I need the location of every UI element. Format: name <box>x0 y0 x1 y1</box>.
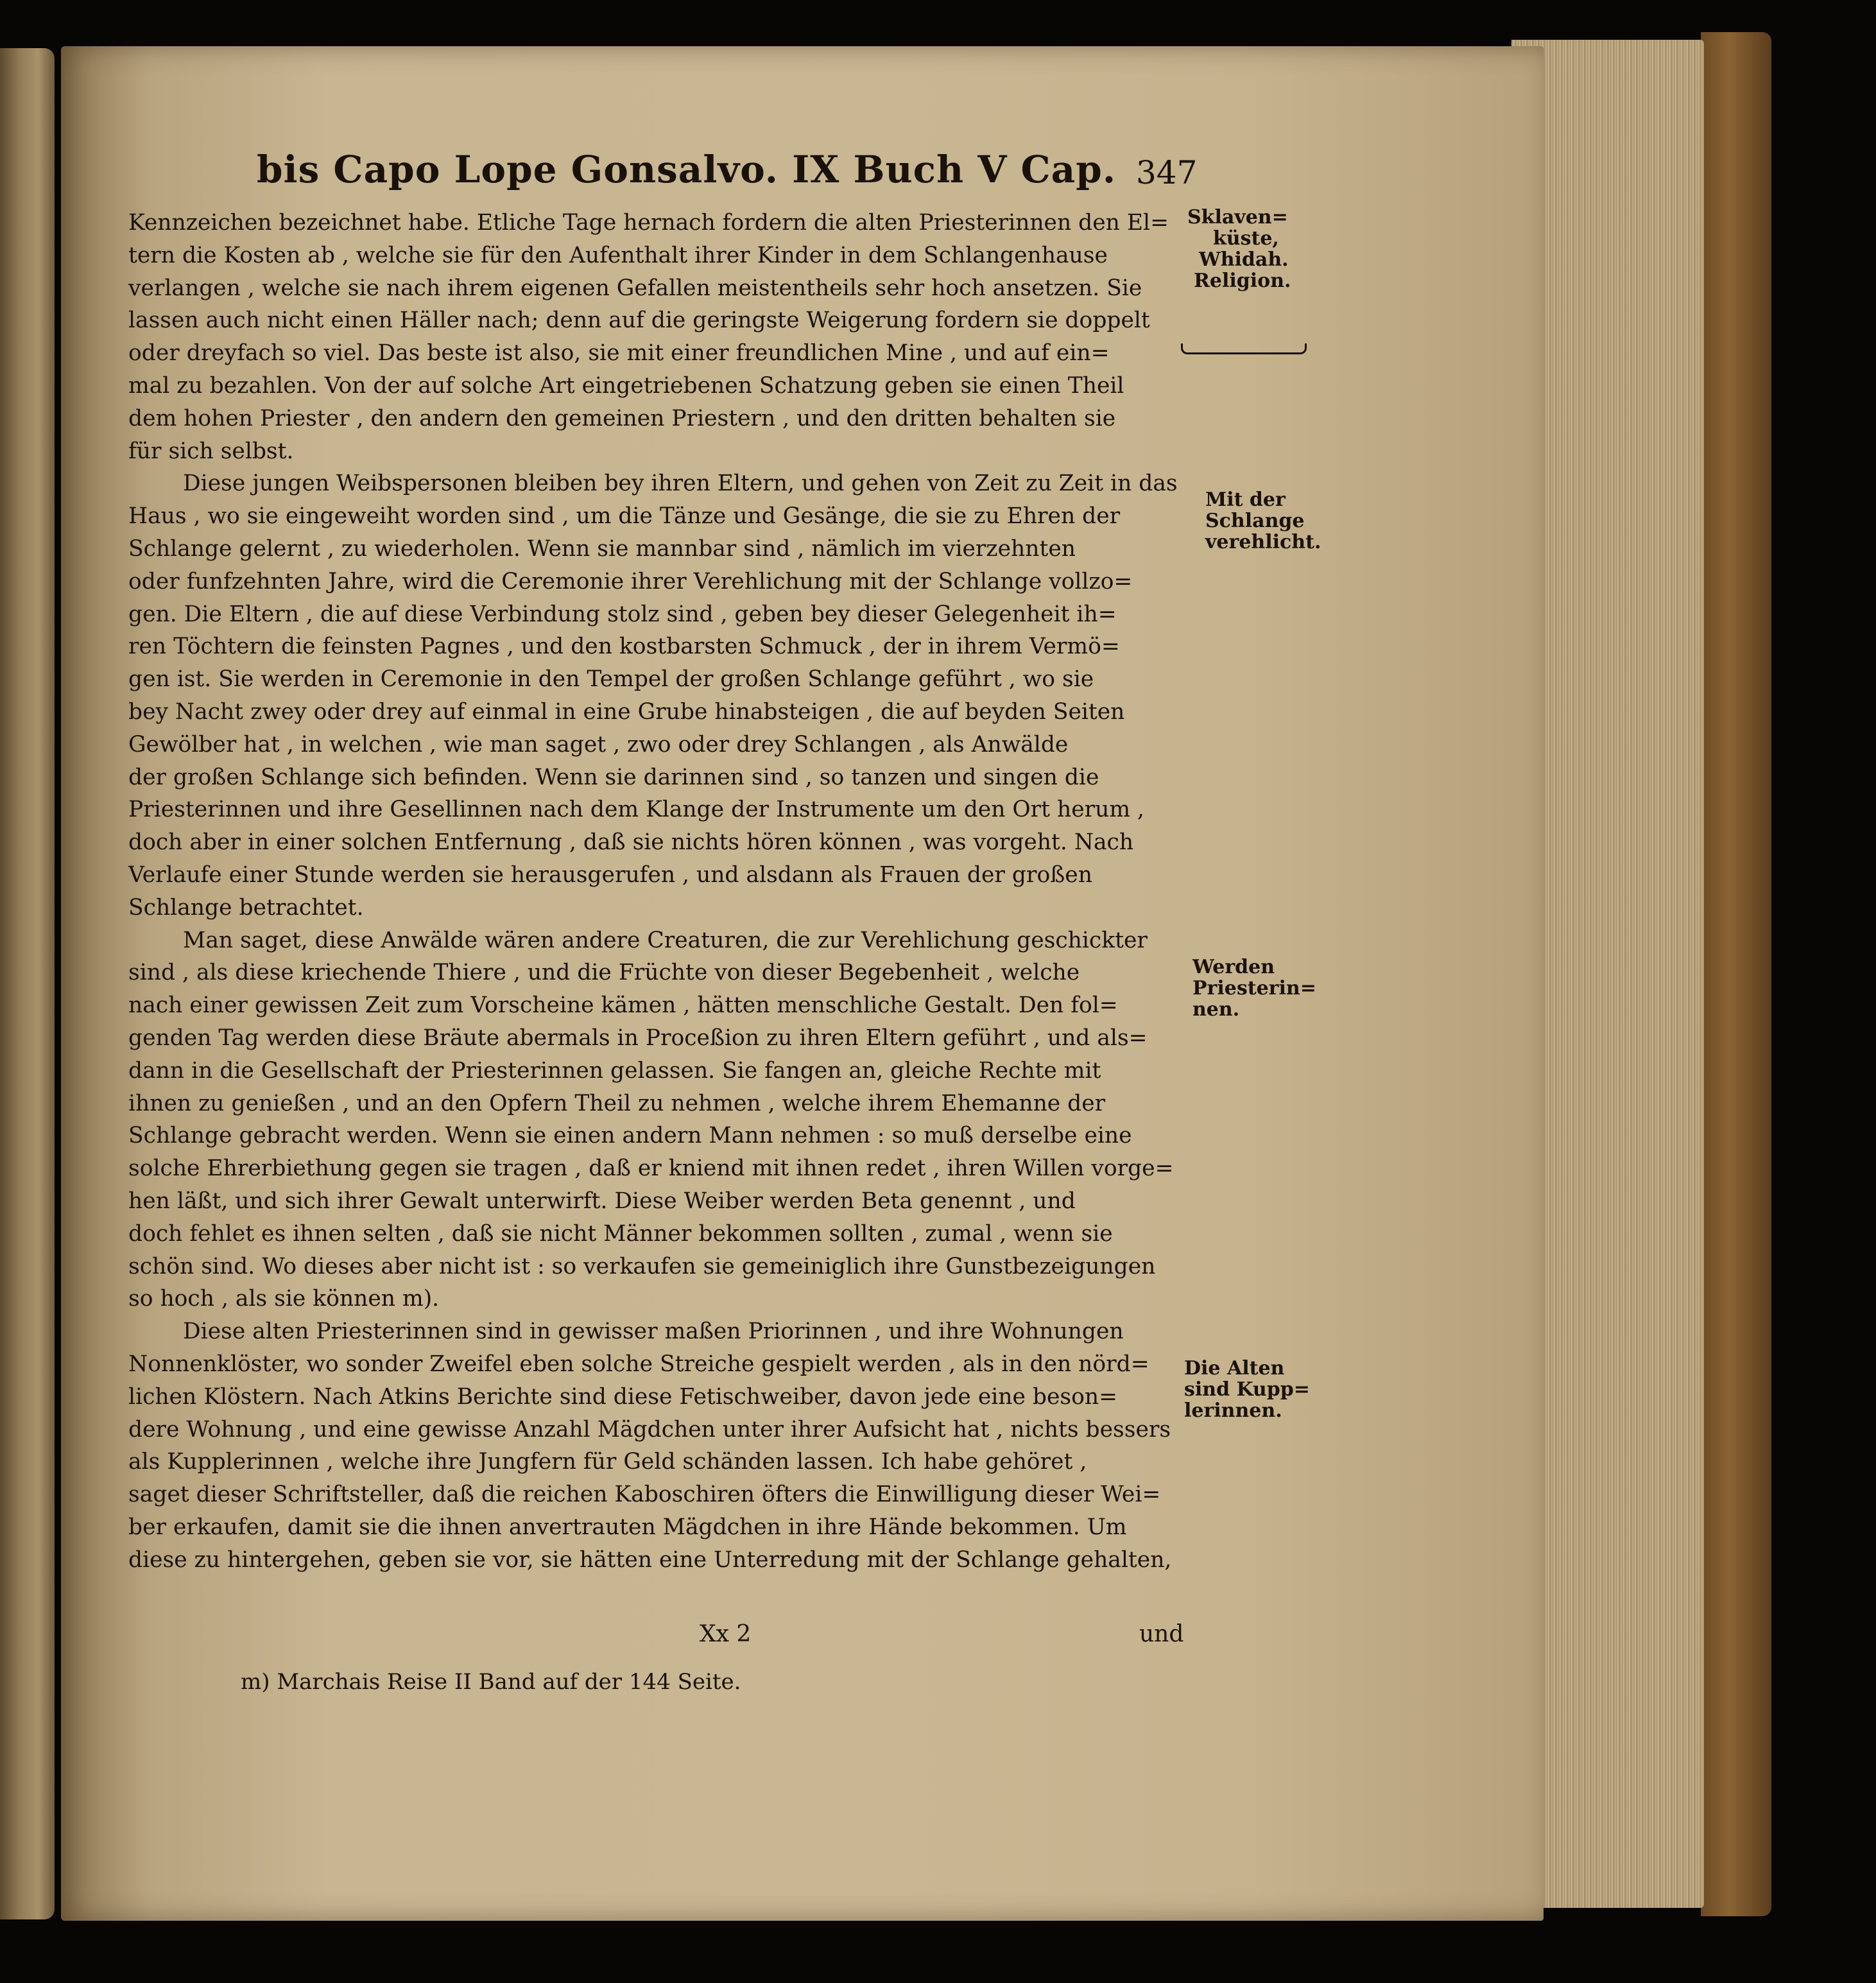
text-line: mal zu bezahlen. Von der auf solche Art eingetriebenen Schatzung geben sie einen Theil <box>128 373 1124 399</box>
book-cover <box>1701 32 1771 1916</box>
text-line: doch aber in einer solchen Entfernung , daß sie nichts hören können , was vorgeht. Nach <box>128 829 1134 856</box>
text-line: dem hohen Priester , den andern den gemeinen Priestern , und den dritten behalten sie <box>128 405 1116 431</box>
text-line: Nonnenklöster, wo sonder Zweifel eben solche Streiche gespielt werden , als in den nörd= <box>128 1351 1149 1377</box>
text-line: Verlaufe einer Stunde werden sie herausgerufen , und alsdann als Frauen der großen <box>128 862 1092 888</box>
text-line: ihnen zu genießen , und an den Opfern Theil zu nehmen , welche ihrem Ehemanne der <box>128 1090 1106 1116</box>
text-line: genden Tag werden diese Bräute abermals in Proceßion zu ihren Eltern geführt , und als= <box>128 1025 1148 1051</box>
page-number: 347 <box>1136 154 1198 191</box>
text-line: solche Ehrerbiethung gegen sie tragen , daß er kniend mit ihnen redet , ihren Willen vorge= <box>128 1156 1174 1182</box>
text-line: sind , als diese kriechende Thiere , und die Früchte von dieser Begebenheit , welche <box>128 960 1080 986</box>
text-line: verlangen , welche sie nach ihrem eigenen Gefallen meistentheils sehr hoch ansetzen. Sie <box>128 275 1142 301</box>
text-line: Diese jungen Weibspersonen bleiben bey ihren Eltern, und gehen von Zeit zu Zeit in das <box>183 471 1178 497</box>
marginal-note-3: Werden Priesterin= nen. <box>1192 956 1316 1021</box>
text-line: bey Nacht zwey oder drey auf einmal in eine Grube hinabsteigen , die auf beyden Seiten <box>128 699 1125 725</box>
text-line: diese zu hintergehen, geben sie vor, sie hätten eine Unterredung mit der Schlange gehalten, <box>128 1546 1172 1573</box>
text-line: als Kupplerinnen , welche ihre Jungfern für Geld schänden lassen. Ich habe gehöret , <box>128 1449 1087 1475</box>
footnote: m) Marchais Reise II Band auf der 144 Seite. <box>241 1669 741 1695</box>
text-line: Kennzeichen bezeichnet habe. Etliche Tage hernach fordern die alten Priesterinnen den El= <box>128 210 1169 236</box>
text-line: so hoch , als sie können m). <box>128 1286 440 1312</box>
text-line: gen ist. Sie werden in Ceremonie in den Tempel der großen Schlange geführt , wo sie <box>128 666 1094 693</box>
text-line: ber erkaufen, damit sie die ihnen anvertrauten Mägdchen in ihre Hände bekommen. Um <box>128 1514 1127 1540</box>
text-line: dann in die Gesellschaft der Priesterinnen gelassen. Sie fangen an, gleiche Rechte mit <box>128 1057 1101 1084</box>
text-line: tern die Kosten ab , welche sie für den Aufenthalt ihrer Kinder in dem Schlangenhause <box>128 242 1108 268</box>
text-line: Man saget, diese Anwälde wären andere Creaturen, die zur Verehlichung geschickter <box>183 927 1148 953</box>
text-line: Haus , wo sie eingeweiht worden sind , um die Tänze und Gesänge, die sie zu Ehren der <box>128 503 1121 530</box>
running-title: bis Capo Lope Gonsalvo. IX Buch V Cap. <box>257 148 1117 191</box>
text-line: dere Wohnung , und eine gewisse Anzahl Mägdchen unter ihrer Aufsicht hat , nichts bessers <box>128 1416 1171 1442</box>
text-line: für sich selbst. <box>128 438 294 464</box>
text-line: lassen auch nicht einen Häller nach; denn auf die geringste Weigerung fordern sie doppelt <box>128 307 1150 334</box>
text-line: oder dreyfach so viel. Das beste ist also, sie mit einer freundlichen Mine , und auf ein= <box>128 340 1110 367</box>
margin-bracket <box>1181 343 1307 354</box>
marginal-note-4: Die Alten sind Kupp= lerinnen. <box>1184 1357 1310 1422</box>
text-line: hen läßt, und sich ihrer Gewalt unterwirft. Diese Weiber werden Beta genennt , und <box>128 1188 1076 1214</box>
signature-mark: Xx 2 <box>700 1621 752 1647</box>
text-line: schön sind. Wo dieses aber nicht ist : so verkaufen sie gemeiniglich ihre Gunstbezeigungen <box>128 1253 1156 1279</box>
text-line: nach einer gewissen Zeit zum Vorscheine kämen , hätten menschliche Gestalt. Den fol= <box>128 992 1118 1019</box>
text-line: Schlange gelernt , zu wiederholen. Wenn sie mannbar sind , nämlich im vierzehnten <box>128 536 1076 562</box>
catchword: und <box>1139 1621 1184 1647</box>
marginal-note-1: Sklaven= küste, Whidah. Religion. <box>1187 206 1291 292</box>
text-line: der großen Schlange sich befinden. Wenn sie darinnen sind , so tanzen und singen die <box>128 764 1099 790</box>
text-line: doch fehlet es ihnen selten , daß sie nicht Männer bekommen sollten , zumal , wenn sie <box>128 1220 1113 1247</box>
text-line: ren Töchtern die feinsten Pagnes , und den kostbarsten Schmuck , der in ihrem Vermö= <box>128 634 1120 660</box>
text-line: Gewölber hat , in welchen , wie man saget , zwo oder drey Schlangen , als Anwälde <box>128 731 1069 758</box>
text-line: gen. Die Eltern , die auf diese Verbindung stolz sind , geben bey dieser Gelegenheit ih= <box>128 601 1117 627</box>
text-line: lichen Klöstern. Nach Atkins Berichte sind diese Fetischweiber, davon jede eine beson= <box>128 1383 1117 1410</box>
text-line: Schlange betrachtet. <box>128 894 364 921</box>
text-line: oder funfzehnten Jahre, wird die Ceremonie ihrer Verehlichung mit der Schlange vollzo= <box>128 568 1133 594</box>
marginal-note-2: Mit der Schlange verehlicht. <box>1205 489 1321 553</box>
text-line: Priesterinnen und ihre Gesellinnen nach dem Klange der Instrumente um den Ort herum , <box>128 797 1144 823</box>
left-page-edge <box>0 48 55 1919</box>
text-line: Schlange gebracht werden. Wenn sie einen andern Mann nehmen : so muß derselbe eine <box>128 1123 1132 1149</box>
text-line: Diese alten Priesterinnen sind in gewisser maßen Priorinnen , und ihre Wohnungen <box>183 1319 1124 1345</box>
text-line: saget dieser Schriftsteller, daß die reichen Kaboschiren öfters die Einwilligung dieser Wei= <box>128 1482 1161 1508</box>
